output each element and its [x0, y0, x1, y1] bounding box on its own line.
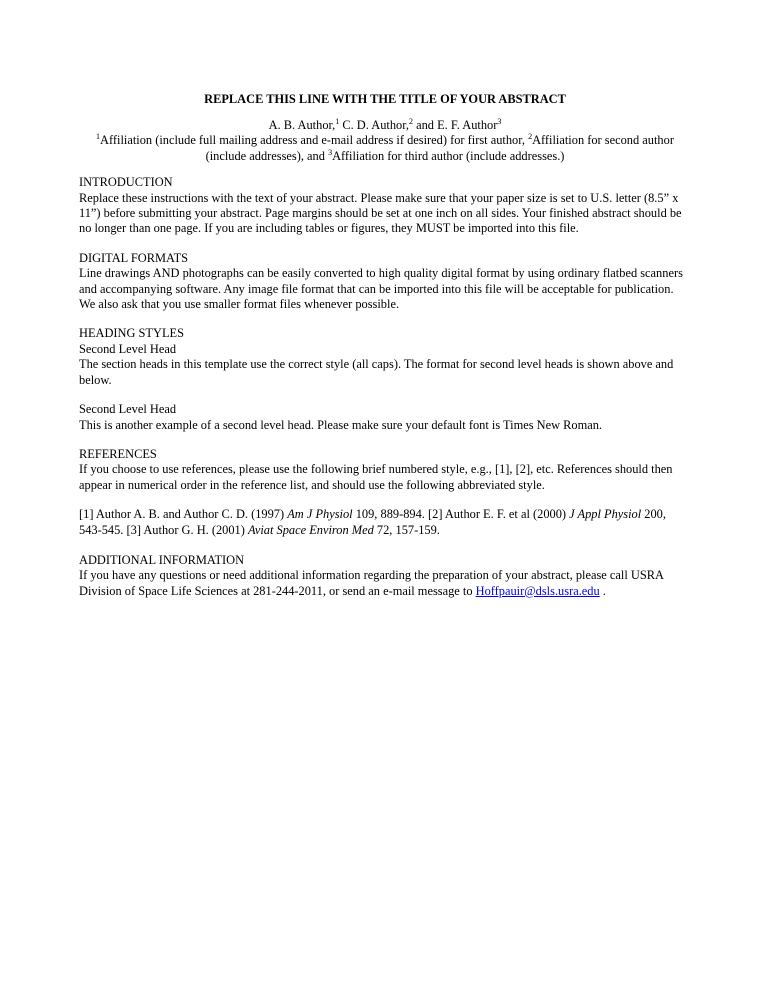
- reference-list: [79, 507, 691, 538]
- affiliation-3-sup: 3: [328, 147, 333, 157]
- reference-2-journal: J Appl Physiol: [569, 507, 642, 522]
- affiliation-1: Affiliation (include full mailing address and e-mail address if desired) for first author,: [100, 133, 529, 148]
- section-text: This is another example of a second level head. Please make sure your default font is Times New Roman.: [79, 417, 603, 432]
- author-2-sup: 2: [408, 117, 413, 126]
- author-1-sup: 1: [335, 117, 340, 126]
- section-text: The section heads in this template use the correct style (all caps). The format for second level heads is shown above and below.: [79, 357, 674, 387]
- section-second-level: [79, 402, 691, 433]
- section-heading: DIGITAL FORMATS: [79, 250, 189, 265]
- additional-text-end: .: [599, 583, 606, 598]
- author-1: A. B. Author,: [268, 118, 336, 132]
- section-text: Replace these instructions with the text of your abstract. Please make sure that your paper size is set to U.S. letter (8.5” x 11”) before submitting your abstract. Page margins should be set at one inch on all sides. Your finished abstract should be no longer than one page. If you are including tables or figures, they MUST be imported into this file.: [79, 190, 682, 236]
- reference-3-suffix: 72, 157-159.: [373, 522, 440, 537]
- section-text: If you choose to use references, please use the following brief numbered style, e.g., [1], [2], etc. References should then appear in numerical order in the reference list, and should use the following abbreviated style.: [79, 462, 673, 492]
- author-3: and E. F. Author: [412, 118, 498, 132]
- abstract-title: REPLACE THIS LINE WITH THE TITLE OF YOUR ABSTRACT: [204, 92, 566, 106]
- abstract-body: [79, 92, 691, 613]
- second-level-heading: Second Level Head: [79, 402, 177, 417]
- section-introduction: [79, 175, 691, 237]
- section-text: [79, 568, 691, 599]
- affiliation-3: Affiliation for third author (include addresses.): [332, 148, 565, 163]
- affiliation-block: [79, 133, 691, 164]
- section-heading-styles: [79, 326, 691, 388]
- reference-2-suffix: 200, 543-545. [3] Author G. H. (2001): [79, 507, 666, 537]
- section-heading: HEADING STYLES: [79, 326, 184, 341]
- affiliation-2: Affiliation for second author (include addresses), and: [205, 133, 674, 163]
- section-heading: ADDITIONAL INFORMATION: [79, 552, 245, 567]
- author-2: C. D. Author,: [339, 118, 409, 132]
- section-additional-information: [79, 553, 691, 599]
- reference-1-journal: Am J Physiol: [287, 507, 353, 522]
- affiliation-2-sup: 2: [528, 132, 533, 142]
- author-3-sup: 3: [497, 117, 502, 126]
- additional-text: If you have any questions or need additional information regarding the preparation of your abstract, please call USRA Division of Space Life Sciences at 281-244-2011, or send an e-mail message to: [79, 568, 664, 598]
- reference-3-journal: Aviat Space Environ Med: [247, 522, 374, 537]
- reference-1-prefix: [1] Author A. B. and Author C. D. (1997): [79, 507, 288, 522]
- second-level-heading: Second Level Head: [79, 341, 177, 356]
- section-references: [79, 447, 691, 493]
- reference-1-suffix: 109, 889-894. [2] Author E. F. et al (2000): [352, 507, 570, 522]
- section-heading: REFERENCES: [79, 446, 157, 461]
- author-line: [79, 118, 691, 133]
- section-text: Line drawings AND photographs can be easily converted to high quality digital format by using ordinary flatbed scanners and accompanying software. Any image file format that can be imported into this file will be acceptable for publication. We also ask that you use smaller format files whenever possible.: [79, 266, 683, 312]
- email-link[interactable]: Hoffpauir@dsls.usra.edu: [475, 583, 600, 598]
- section-heading: INTRODUCTION: [79, 175, 173, 190]
- affiliation-1-sup: 1: [96, 132, 101, 142]
- section-digital-formats: [79, 251, 691, 313]
